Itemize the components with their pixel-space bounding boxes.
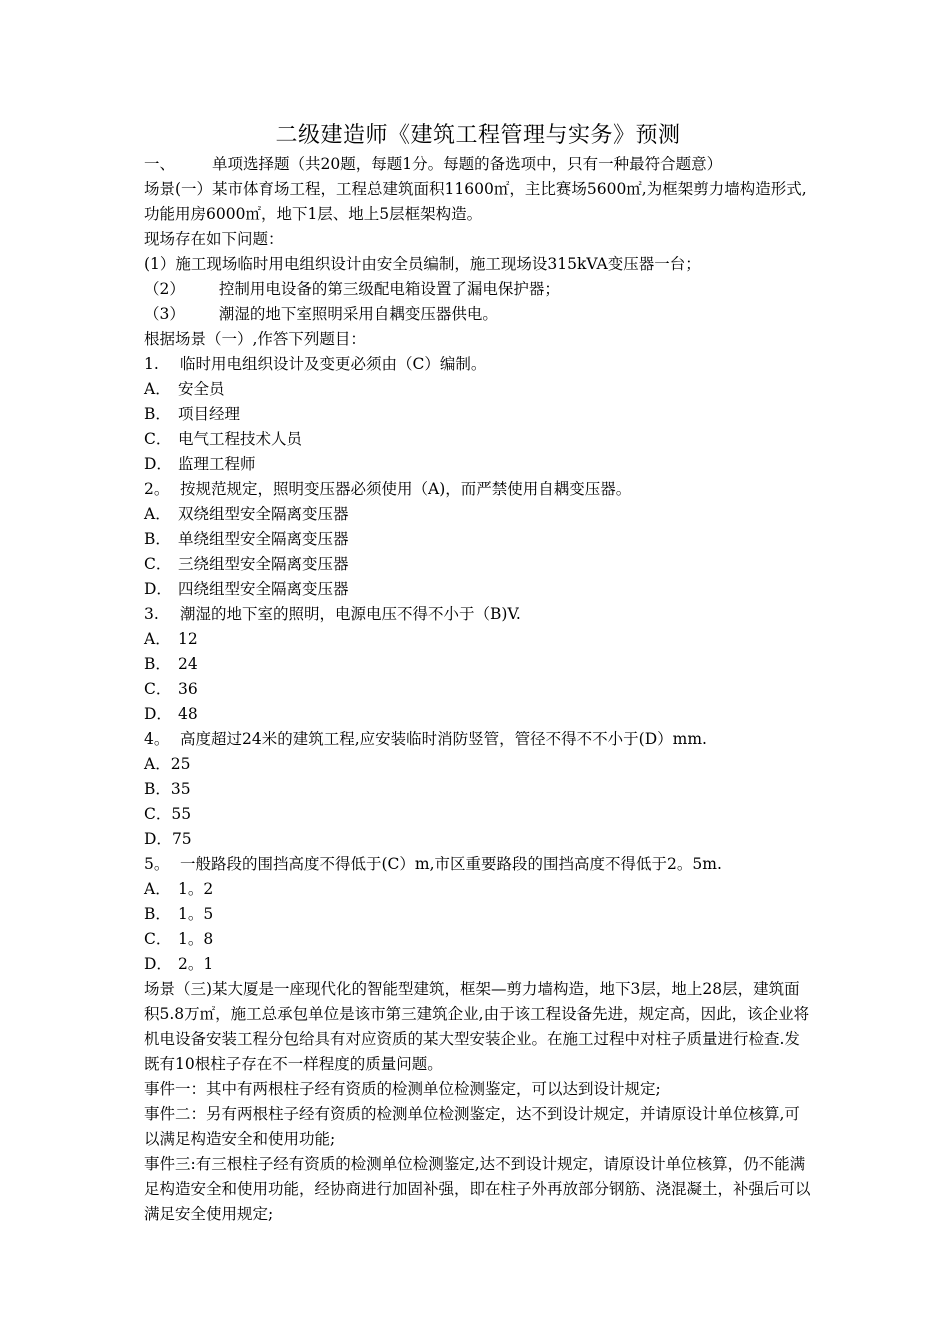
option-text: 36 [178,680,198,698]
option-text: 1。5 [178,905,214,923]
option-text: 48 [178,705,198,723]
option-letter: D． [144,455,172,473]
option-a [144,752,812,777]
issue-2-text: 控制用电设备的第三级配电箱设置了漏电保护器； [218,280,560,298]
option-letter: A． [144,880,171,898]
option-text: 电气工程技术人员 [178,430,303,448]
option-letter: C． [144,680,172,698]
option-text: 35 [170,780,191,798]
option-text: 安全员 [178,380,225,398]
scenario1-intro: 场景(一）某市体育场工程，工程总建筑面积11600㎡，主比赛场5600㎡,为框架剪力墙构造形式,功能用房6000㎡，地下1层、地上5层框架构造。 [144,180,807,223]
option-letter: A． [144,380,171,398]
option-d [144,827,812,852]
option-c [144,552,812,577]
option-text: 1。2 [178,880,214,898]
issue-3-number: （3） [144,305,185,323]
option-c [144,677,812,702]
option-b [144,402,812,427]
option-text: 单绕组型安全隔离变压器 [178,530,349,548]
issue-1: (1）施工现场临时用电组织设计由安全员编制，施工现场设315kVA变压器一台； [144,255,701,273]
question-number: 5。 [144,855,170,873]
option-text: 项目经理 [178,405,241,423]
question-2 [144,477,812,502]
section-heading [144,152,812,177]
option-c [144,802,812,827]
option-d [144,952,812,977]
section-number: 一、 [144,155,176,173]
option-letter: B． [144,905,171,923]
option-letter: C． [144,805,172,823]
option-a [144,502,812,527]
question-text: 高度超过24米的建筑工程,应安装临时消防竖管，管径不得不不小于(D）mm. [180,730,707,748]
option-text: 2。1 [178,955,214,973]
question-number: 1. [144,355,159,373]
option-letter: A． [144,755,171,773]
issue-2-number: （2） [144,280,185,298]
issue-3-text: 潮湿的地下室照明采用自耦变压器供电。 [218,305,498,323]
option-c [144,427,812,452]
question-text: 临时用电组织设计及变更必须由（C）编制。 [180,355,487,373]
option-text: 双绕组型安全隔离变压器 [178,505,349,523]
option-c [144,927,812,952]
question-number: 3. [144,605,159,623]
option-b [144,527,812,552]
question-text: 一般路段的围挡高度不得低于(C）m,市区重要路段的围挡高度不得低于2。5m. [180,855,722,873]
option-letter: D． [144,705,172,723]
option-letter: B． [144,530,171,548]
option-text: 55 [171,805,192,823]
option-letter: B． [144,655,171,673]
option-a [144,877,812,902]
option-d [144,702,812,727]
option-a [144,377,812,402]
question-number: 2。 [144,480,170,498]
option-b [144,902,812,927]
option-text: 四绕组型安全隔离变压器 [178,580,349,598]
option-letter: C． [144,555,172,573]
answer-prompt: 根据场景（一）,作答下列题目： [144,330,366,348]
question-text: 潮湿的地下室的照明，电源电压不得不小于（B)V. [180,605,521,623]
question-1 [144,352,812,377]
option-text: 监理工程师 [178,455,256,473]
option-d [144,452,812,477]
option-letter: A． [144,630,171,648]
option-text: 三绕组型安全隔离变压器 [178,555,349,573]
option-text: 24 [178,655,198,673]
event-2: 事件二：另有两根柱子经有资质的检测单位检测鉴定，达不到设计规定，并请原设计单位核算,可以满足构造安全和使用功能; [144,1105,800,1148]
scenario3-intro: 场景（三)某大厦是一座现代化的智能型建筑，框架—剪力墙构造，地下3层，地上28层，建筑面积5.8万㎡，施工总承包单位是该市第三建筑企业,由于该工程设备先进，规定高，因此，该企业将机电设备安装工程分包给具有对应资质的某大型安装企业。在施工过程中对柱子质量进行检查.发既有10根柱子存在不一样程度的质量问题。 [144,980,810,1073]
option-text: 1。8 [178,930,214,948]
option-letter: D． [144,955,172,973]
option-letter: D． [144,580,172,598]
option-letter: B． [144,405,171,423]
option-letter: C． [144,430,172,448]
option-letter: A． [144,505,171,523]
question-5 [144,852,812,877]
option-b [144,652,812,677]
question-text: 按规范规定，照明变压器必须使用（A)，而严禁使用自耦变压器。 [180,480,632,498]
option-b [144,777,812,802]
option-text: 25 [170,755,191,773]
option-a [144,627,812,652]
option-d [144,577,812,602]
issue-3 [144,302,812,327]
event-3: 事件三:有三根柱子经有资质的检测单位检测鉴定,达不到设计规定，请原设计单位核算，仍不能满足构造安全和使用功能，经协商进行加固补强，即在柱子外再放部分钢筋、浇混凝土，补强后可以满足安全使用规定; [144,1155,811,1223]
option-letter: C． [144,930,172,948]
option-letter: D． [144,830,172,848]
issues-label: 现场存在如下问题： [144,230,284,248]
question-3 [144,602,812,627]
issue-2 [144,277,812,302]
option-text: 12 [178,630,198,648]
question-number: 4。 [144,730,170,748]
section-heading-text: 单项选择题（共20题，每题1分。每题的备选项中，只有一种最符合题意） [212,155,723,173]
option-text: 75 [171,830,192,848]
question-4 [144,727,812,752]
event-1: 事件一：其中有两根柱子经有资质的检测单位检测鉴定，可以达到设计规定; [144,1080,661,1098]
document-title: 二级建造师《建筑工程管理与实务》预测 [275,123,681,148]
option-letter: B． [144,780,171,798]
